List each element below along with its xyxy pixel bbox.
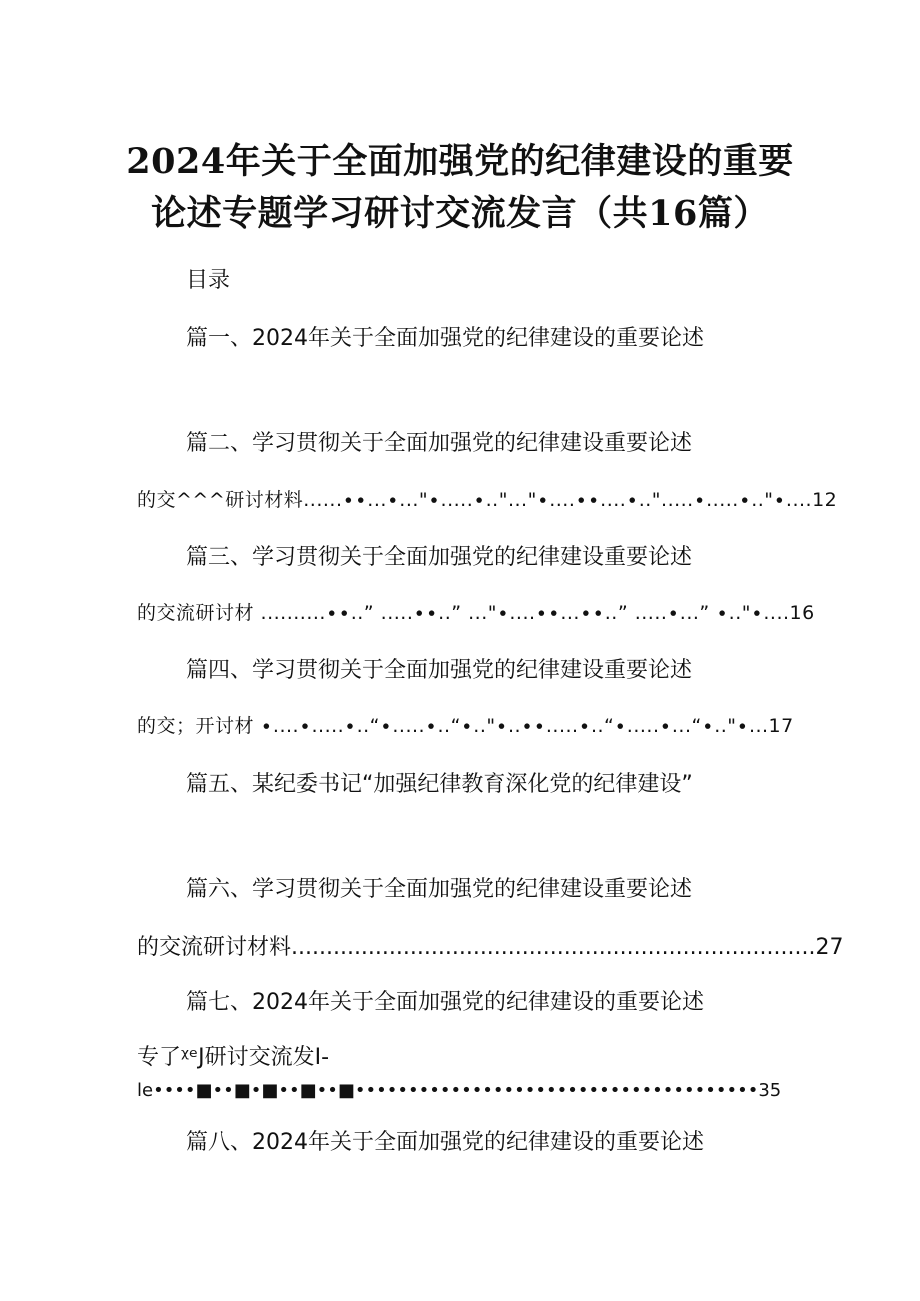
toc-entry-2-cont: 的交^^^研讨材料......∙∙...∙..."∙.....∙.."..."∙....∙∙....∙..".....∙.....∙.."∙....12 [137,489,838,511]
toc-entry-8: 篇八、2024年关于全面加强党的纪律建设的重要论述 [186,1130,704,1155]
toc-entry-3-cont: 的交流研讨材 ..........∙∙..” .....∙∙..” ..."∙....∙∙...∙∙..” .....∙...” ∙.."∙....16 [137,602,815,624]
toc-entry-7: 篇七、2024年关于全面加强党的纪律建设的重要论述 [186,990,704,1015]
toc-entry-4-cont: 的交；开讨材 ∙....∙.....∙..“∙.....∙..“∙.."∙..∙∙.....∙..“∙.....∙...“∙.."∙...17 [137,715,794,737]
toc-entry-7-leader: le••••■••■•■••■••■••••••••••••••••••••••••••••••••••••••35 [137,1080,782,1101]
toc-entry-3: 篇三、学习贯彻关于全面加强党的纪律建设重要论述 [186,545,693,570]
toc-heading: 目录 [186,268,231,293]
toc-entry-6-cont: 的交流研讨材料...........................................................................27 [137,935,844,960]
toc-entry-6: 篇六、学习贯彻关于全面加强党的纪律建设重要论述 [186,877,693,902]
toc-entry-7-cont: 专了ᵡᵉJ研讨交流发I- [137,1045,330,1070]
toc-entry-2: 篇二、学习贯彻关于全面加强党的纪律建设重要论述 [186,431,693,456]
toc-entry-1: 篇一、2024年关于全面加强党的纪律建设的重要论述 [186,326,704,351]
toc-entry-4: 篇四、学习贯彻关于全面加强党的纪律建设重要论述 [186,658,693,683]
title-line-1: 2024年关于全面加强党的纪律建设的重要 [126,141,794,182]
toc-entry-5: 篇五、某纪委书记“加强纪律教育深化党的纪律建设” [186,772,693,797]
title-line-2: 论述专题学习研讨交流发言（共16篇） [151,193,769,234]
